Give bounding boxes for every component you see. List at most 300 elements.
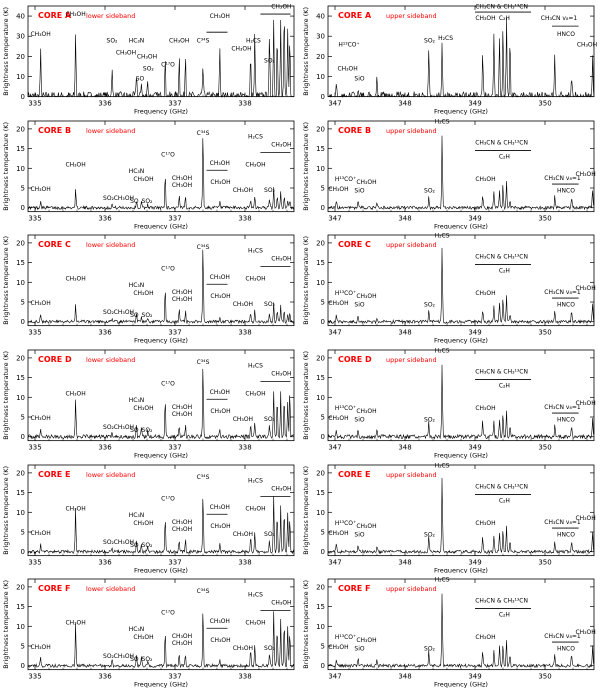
y-axis-label: Brightness temperature (K)	[302, 6, 311, 96]
line-annotation: CH₃OH	[210, 637, 231, 645]
y-tick-label: 10	[16, 508, 26, 517]
line-annotation: CH₃OH	[271, 485, 292, 493]
x-tick-label: 348	[398, 558, 412, 567]
x-tick-label: 347	[328, 672, 342, 681]
line-annotation: C₂H	[498, 611, 510, 619]
line-annotation: H₂CS	[248, 592, 263, 600]
spectrum-panel	[0, 573, 300, 688]
line-annotation: SiO	[354, 531, 365, 539]
line-annotation: CH₃OH	[575, 285, 596, 293]
y-tick-label: 10	[316, 279, 326, 288]
line-annotation: CH₃OH	[232, 415, 254, 423]
sideband-label: upper sideband	[386, 470, 437, 479]
y-tick-label: 20	[16, 239, 26, 248]
line-annotation: C¹⁷O	[161, 380, 175, 388]
line-annotation: CH₃CN & CH₃¹³CN	[475, 483, 528, 491]
x-tick-label: 337	[168, 558, 182, 567]
line-annotation: CH₃OH	[115, 49, 137, 57]
y-tick-label: 40	[316, 12, 326, 21]
line-annotation: CH₃OH	[210, 408, 231, 416]
x-tick-label: 336	[98, 443, 112, 452]
x-tick-label: 335	[28, 99, 42, 108]
line-annotation: CH₃OH	[328, 300, 349, 308]
y-tick-label: 0	[320, 433, 326, 442]
y-tick-label: 20	[16, 469, 26, 478]
line-annotation: H₂CS	[248, 133, 263, 141]
x-tick-label: 348	[398, 99, 412, 108]
x-tick-label: 349	[468, 443, 482, 452]
line-annotation: SO₂	[141, 197, 153, 205]
y-axis-label: Brightness temperature (K)	[302, 465, 311, 555]
line-annotation: SO₂	[264, 301, 275, 309]
y-tick-label: 5	[320, 184, 326, 193]
y-tick-label: 5	[320, 413, 326, 422]
line-annotation: CH₃OH	[133, 404, 154, 412]
line-annotation: C³⁴S	[196, 129, 210, 137]
x-tick-label: 349	[468, 214, 482, 223]
y-tick-label: 0	[320, 547, 326, 556]
line-annotation: C¹⁷O	[161, 61, 175, 69]
spectrum-svg	[0, 573, 300, 688]
x-tick-label: 338	[238, 214, 252, 223]
line-annotation: CH₃OH	[113, 424, 135, 432]
y-tick-label: 40	[16, 12, 26, 21]
spectrum-panel	[300, 0, 600, 115]
line-annotation: CH₃OH	[475, 519, 496, 527]
line-annotation: HNCO	[557, 302, 575, 310]
spectrum-panel	[0, 0, 300, 115]
core-label: CORE D	[38, 354, 72, 364]
x-tick-label: 349	[468, 672, 482, 681]
spectrum-panel	[0, 115, 300, 230]
y-axis-label: Brightness temperature (K)	[2, 6, 11, 96]
y-tick-label: 15	[316, 488, 326, 497]
line-annotation: CH₃OH	[30, 185, 51, 193]
line-annotation: C₂H	[498, 267, 510, 275]
y-axis-label: Brightness temperature (K)	[2, 236, 11, 326]
spectrum-trace	[328, 478, 594, 553]
line-annotation: CH₃OH	[171, 174, 193, 182]
y-tick-label: 20	[16, 354, 26, 363]
line-annotation: CH₃OH	[475, 634, 496, 642]
y-tick-label: 0	[320, 93, 326, 102]
line-annotation: CH₃OH	[575, 400, 596, 408]
spectrum-panel	[300, 459, 600, 574]
y-axis-label: Brightness temperature (K)	[302, 236, 311, 326]
line-annotation: CH₃CN v₈=1	[544, 404, 581, 412]
line-annotation: C¹⁷O	[161, 495, 175, 503]
line-annotation: CH₃OH	[575, 170, 596, 178]
y-tick-label: 0	[20, 433, 26, 442]
core-label: CORE D	[338, 354, 372, 364]
spectrum-svg	[300, 229, 600, 344]
y-tick-label: 20	[16, 52, 26, 61]
y-axis-label: Brightness temperature (K)	[302, 350, 311, 440]
x-tick-label: 347	[328, 443, 342, 452]
line-annotation: SO₂	[264, 530, 275, 538]
line-annotation: CH₃OH	[133, 634, 154, 642]
x-tick-label: 338	[238, 558, 252, 567]
line-annotation: SO₂	[424, 187, 435, 195]
line-annotation: CH₃OH	[171, 289, 193, 297]
line-annotation: H₂CS	[438, 35, 454, 43]
x-tick-label: 336	[98, 328, 112, 337]
line-annotation: HC₃N	[128, 626, 145, 634]
x-axis-label: Frequency (GHz)	[434, 336, 488, 344]
spectrum-svg	[0, 344, 300, 459]
line-annotation: CH₃OH	[232, 645, 254, 653]
y-tick-label: 15	[16, 144, 26, 153]
y-tick-label: 15	[16, 603, 26, 612]
line-annotation: CH₃OH	[328, 185, 349, 193]
y-tick-label: 5	[320, 298, 326, 307]
x-tick-label: 337	[168, 99, 182, 108]
line-annotation: CH₃OH	[356, 408, 377, 416]
line-annotation: CH₃OH	[113, 194, 135, 202]
spectrum-trace	[328, 18, 594, 97]
core-label: CORE B	[38, 125, 72, 135]
line-annotation: CH₃CN & CH₃¹³CN	[475, 139, 528, 147]
line-annotation: HC₃N	[128, 396, 145, 404]
x-tick-label: 349	[468, 558, 482, 567]
y-tick-label: 0	[20, 203, 26, 212]
spectrum-panel	[0, 459, 300, 574]
line-annotation: H₂CS	[434, 576, 450, 584]
x-axis-label: Frequency (GHz)	[434, 566, 488, 574]
line-annotation: CH₃OH	[271, 370, 292, 378]
y-tick-label: 0	[20, 318, 26, 327]
line-annotation: CH₃OH	[245, 619, 266, 627]
line-annotation: CH₃OH	[209, 274, 230, 282]
line-annotation: CH₃CN & CH₃¹³CN	[475, 597, 528, 605]
y-tick-label: 10	[16, 393, 26, 402]
y-tick-label: 10	[16, 623, 26, 632]
x-tick-label: 335	[28, 443, 42, 452]
line-annotation: HNCO	[557, 416, 575, 424]
spectrum-trace	[328, 594, 594, 668]
line-annotation: CH₃CN v₈=1	[544, 289, 581, 297]
x-axis-label: Frequency (GHz)	[134, 680, 188, 688]
line-annotation: CH₃OH	[356, 293, 377, 301]
line-annotation: CH₃OH	[113, 653, 135, 661]
line-annotation: CH₃OH	[475, 15, 496, 23]
line-annotation: CH₃OH	[356, 522, 377, 530]
y-tick-label: 10	[316, 164, 326, 173]
line-annotation: CH₃OH	[356, 178, 377, 186]
sideband-label: upper sideband	[386, 126, 437, 135]
line-annotation: C³⁴S	[196, 37, 210, 45]
line-annotation: SO₂	[103, 309, 114, 317]
line-annotation: CH₃OH	[30, 415, 51, 423]
y-tick-label: 0	[20, 93, 26, 102]
line-annotation: SO₂	[141, 541, 153, 549]
y-tick-label: 0	[20, 662, 26, 671]
x-tick-label: 337	[168, 443, 182, 452]
line-annotation: CH₃OH	[209, 389, 230, 397]
line-annotation: SO₂	[141, 312, 153, 320]
x-tick-label: 336	[98, 214, 112, 223]
y-axis-label: Brightness temperature (K)	[2, 350, 11, 440]
line-annotation: SO₂	[141, 426, 153, 434]
y-tick-label: 0	[320, 318, 326, 327]
line-annotation: CH₃CN v₈=1	[540, 15, 578, 23]
x-tick-label: 348	[398, 328, 412, 337]
line-annotation: C₂H	[498, 15, 510, 23]
x-tick-label: 347	[328, 99, 342, 108]
y-tick-label: 20	[316, 583, 326, 592]
line-annotation: SO₂	[103, 653, 114, 661]
x-tick-label: 347	[328, 328, 342, 337]
line-annotation: CH₃OH	[133, 175, 154, 183]
y-tick-label: 10	[16, 73, 26, 82]
x-tick-label: 337	[168, 328, 182, 337]
core-label: CORE C	[338, 240, 371, 250]
line-annotation: CH₃OH	[232, 186, 254, 194]
spectrum-svg	[0, 459, 300, 574]
line-annotation: CH₃OH	[65, 619, 86, 627]
line-annotation: SiO	[354, 187, 365, 195]
core-label: CORE F	[338, 584, 371, 594]
y-tick-label: 15	[16, 374, 26, 383]
y-tick-label: 10	[316, 393, 326, 402]
spectrum-trace	[28, 250, 294, 323]
x-axis-label: Frequency (GHz)	[134, 566, 188, 574]
line-annotation: CH₃OH	[171, 518, 193, 526]
line-annotation: SO₂	[264, 415, 275, 423]
line-annotation: CH₃OH	[113, 538, 135, 546]
line-annotation: H₂CS	[434, 347, 450, 355]
line-annotation: CH₃OH	[271, 141, 292, 149]
line-annotation: CH₃OH	[475, 404, 496, 412]
core-label: CORE F	[38, 584, 71, 594]
line-annotation: H₂CS	[248, 362, 263, 370]
line-annotation: CH₃OH	[210, 522, 231, 530]
line-annotation: CH₃OH	[171, 404, 193, 412]
line-annotation: H¹³CO⁺	[338, 41, 360, 49]
line-annotation: C³⁴S	[196, 588, 210, 596]
line-annotation: H¹³CO⁺	[334, 634, 357, 642]
line-annotation: C¹⁷O	[161, 265, 175, 273]
core-label: CORE E	[38, 469, 71, 479]
line-annotation: SiO	[354, 302, 365, 310]
line-annotation: SO₂	[106, 37, 118, 45]
line-annotation: H¹³CO⁺	[334, 290, 357, 298]
y-tick-label: 0	[20, 547, 26, 556]
line-annotation: CH₃OH	[30, 31, 51, 39]
core-label: CORE A	[338, 10, 372, 20]
x-tick-label: 337	[168, 672, 182, 681]
y-tick-label: 5	[20, 413, 26, 422]
line-annotation: CH₃OH	[210, 293, 231, 301]
spectrum-trace	[28, 20, 294, 97]
spectrum-svg	[300, 459, 600, 574]
line-annotation: SO₂	[424, 646, 435, 654]
line-annotation: SO	[135, 75, 145, 83]
x-tick-label: 336	[98, 558, 112, 567]
line-annotation: H¹³CO⁺	[334, 519, 357, 527]
line-annotation: SiO	[354, 75, 365, 83]
y-tick-label: 15	[316, 374, 326, 383]
line-annotation: CH₃CN v₈=1	[544, 174, 581, 182]
line-annotation: H₂CS	[245, 37, 261, 45]
x-axis-label: Frequency (GHz)	[434, 451, 488, 459]
x-tick-label: 350	[538, 99, 552, 108]
line-annotation: CH₃OH	[337, 65, 358, 73]
line-annotation: C³⁴S	[196, 473, 210, 481]
line-annotation: SO₂	[264, 645, 275, 653]
line-annotation: CH₃OH	[65, 275, 86, 283]
y-tick-label: 20	[16, 583, 26, 592]
spectrum-trace	[328, 248, 594, 323]
y-tick-label: 15	[16, 488, 26, 497]
line-annotation: CH₃OH	[245, 275, 266, 283]
x-axis-label: Frequency (GHz)	[134, 107, 188, 115]
y-axis-label: Brightness temperature (K)	[302, 121, 311, 211]
spectrum-panel	[300, 115, 600, 230]
y-tick-label: 30	[16, 32, 26, 41]
y-tick-label: 15	[316, 603, 326, 612]
line-annotation: CH₃OH	[231, 45, 252, 53]
line-annotation: HC₃N	[128, 511, 145, 519]
line-annotation: C¹⁷O	[161, 609, 175, 617]
x-tick-label: 338	[238, 672, 252, 681]
line-annotation: CH₃CN & CH₃¹³CN	[475, 368, 528, 376]
line-annotation: CH₃OH	[245, 160, 266, 168]
line-annotation: SiO	[354, 416, 365, 424]
line-annotation: CH₃OH	[133, 290, 154, 298]
spectrum-svg	[300, 344, 600, 459]
line-annotation: CH₃OH	[209, 159, 230, 167]
x-axis-label: Frequency (GHz)	[134, 451, 188, 459]
line-annotation: C₂H	[498, 497, 510, 505]
line-annotation: HC₃N	[128, 37, 145, 45]
sideband-label: lower sideband	[86, 11, 136, 20]
line-annotation: H¹³CO⁺	[334, 175, 357, 183]
line-annotation: CH₃OH	[271, 599, 292, 607]
line-annotation: CH₃OH	[245, 390, 266, 398]
line-annotation: H¹³CO⁺	[334, 404, 357, 412]
line-annotation: CH₃OH	[30, 529, 51, 537]
line-annotation: HNCO	[557, 31, 575, 39]
line-annotation: CH₃OH	[171, 640, 193, 648]
line-annotation: C³⁴S	[196, 244, 210, 252]
line-annotation: H₂CS	[434, 462, 450, 470]
x-tick-label: 350	[538, 328, 552, 337]
line-annotation: CH₃OH	[30, 644, 51, 652]
x-tick-label: 347	[328, 558, 342, 567]
y-tick-label: 5	[320, 528, 326, 537]
y-tick-label: 10	[316, 73, 326, 82]
x-tick-label: 335	[28, 328, 42, 337]
y-tick-label: 10	[316, 508, 326, 517]
line-annotation: SO₂	[142, 65, 154, 73]
y-axis-label: Brightness temperature (K)	[2, 121, 11, 211]
line-annotation: CH₃OH	[133, 519, 154, 527]
spectrum-svg	[300, 115, 600, 230]
y-tick-label: 20	[16, 125, 26, 134]
sideband-label: upper sideband	[386, 11, 437, 20]
line-annotation: CH₃OH	[209, 618, 230, 626]
x-tick-label: 335	[28, 558, 42, 567]
x-tick-label: 335	[28, 214, 42, 223]
x-tick-label: 336	[98, 99, 112, 108]
line-annotation: CH₃OH	[113, 309, 135, 317]
line-annotation: CH₃CN v₈=1	[544, 633, 581, 641]
y-tick-label: 5	[20, 642, 26, 651]
x-axis-label: Frequency (GHz)	[434, 107, 488, 115]
line-annotation: CH₃OH	[171, 633, 193, 641]
line-annotation: CH₃OH	[328, 415, 349, 423]
line-annotation: CH₃OH	[136, 53, 158, 61]
line-annotation: SO	[130, 197, 139, 205]
x-tick-label: 348	[398, 214, 412, 223]
sideband-label: upper sideband	[386, 585, 437, 594]
line-annotation: CH₃CN v₈=1	[544, 518, 581, 526]
line-annotation: H₂CS	[434, 118, 450, 126]
line-annotation: CH₃OH	[65, 504, 86, 512]
y-tick-label: 15	[316, 259, 326, 268]
line-annotation: CH₃OH	[356, 637, 377, 645]
line-annotation: HC₃N	[128, 167, 145, 175]
spectrum-svg	[300, 573, 600, 688]
line-annotation: CH₃OH	[328, 529, 349, 537]
line-annotation: CH₃OH	[171, 525, 193, 533]
line-annotation: C₂H	[498, 153, 510, 161]
core-label: CORE E	[338, 469, 371, 479]
line-annotation: SO₂	[103, 424, 114, 432]
sideband-label: upper sideband	[386, 355, 437, 364]
line-annotation: SO₂	[103, 538, 114, 546]
y-axis-label: Brightness temperature (K)	[302, 580, 311, 669]
line-annotation: CH₃CN & CH₃¹³CN	[475, 3, 528, 11]
y-tick-label: 20	[316, 354, 326, 363]
y-tick-label: 5	[320, 642, 326, 651]
line-annotation: CH₃OH	[575, 514, 596, 522]
x-tick-label: 338	[238, 328, 252, 337]
spectrum-trace	[28, 369, 294, 439]
spectrum-svg	[0, 229, 300, 344]
line-annotation: CH₃OH	[171, 181, 193, 189]
line-annotation: SO₂	[424, 531, 435, 539]
line-annotation: CH₃OH	[210, 178, 231, 186]
line-annotation: SO₂	[264, 186, 275, 194]
sideband-label: upper sideband	[386, 241, 437, 250]
line-annotation: CH₃OH	[328, 644, 349, 652]
core-label: CORE C	[38, 240, 71, 250]
y-tick-label: 5	[20, 528, 26, 537]
spectrum-panel	[300, 573, 600, 688]
line-annotation: SO₂	[424, 416, 435, 424]
line-annotation: H₂CS	[248, 248, 263, 256]
line-annotation: HNCO	[557, 646, 575, 654]
line-annotation: CH₃OH	[232, 301, 254, 309]
line-annotation: CH₃OH	[209, 13, 230, 21]
line-annotation: CH₃OH	[475, 290, 496, 298]
spectrum-svg	[0, 0, 300, 115]
x-tick-label: 350	[538, 214, 552, 223]
line-annotation: CH₃OH	[576, 41, 598, 49]
y-tick-label: 10	[16, 164, 26, 173]
sideband-label: lower sideband	[86, 126, 136, 135]
y-axis-label: Brightness temperature (K)	[2, 465, 11, 555]
x-tick-label: 348	[398, 443, 412, 452]
line-annotation: CH₃OH	[65, 11, 86, 19]
x-axis-label: Frequency (GHz)	[134, 336, 188, 344]
x-tick-label: 350	[538, 672, 552, 681]
y-tick-label: 10	[316, 623, 326, 632]
line-annotation: CH₃OH	[575, 629, 596, 637]
line-annotation: SO	[130, 656, 139, 664]
